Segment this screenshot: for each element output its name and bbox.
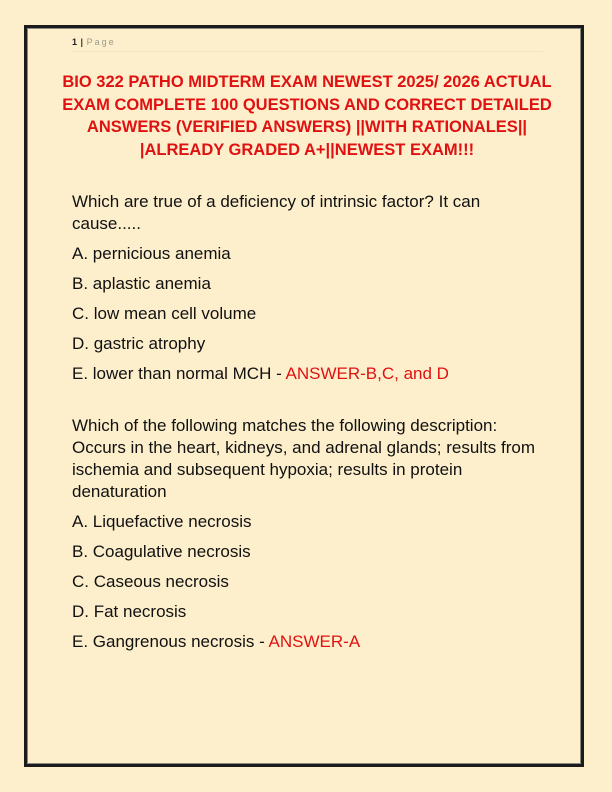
question-text: Which are true of a deficiency of intrinsic factor? It can cause..... [72,192,481,233]
option-e: E. Gangrenous necrosis - [72,632,269,651]
document-body [72,191,542,653]
option-d: D. gastric atrophy [72,334,206,353]
option-e-with-answer [72,363,542,385]
option-a: A. Liquefactive necrosis [72,512,252,531]
option-e-with-answer [72,631,542,653]
question-spacer [72,385,542,415]
question-block [72,415,542,653]
document-title: BIO 322 PATHO MIDTERM EXAM NEWEST 2025/ 2026 ACTUAL EXAM COMPLETE 100 QUESTIONS AND CORRECT DETAILED ANSWERS (VERIFIED ANSWERS) ||WITH RATIONALES|| |ALREADY GRADED A+||NEWEST EXAM!!! [62,73,552,159]
page-label: Page [86,37,116,47]
option-e: E. lower than normal MCH - [72,364,286,383]
page-separator: | [80,37,84,47]
answer-key: ANSWER-A [268,632,361,651]
question-block [72,191,542,385]
option-b: B. Coagulative necrosis [72,542,251,561]
option-b: B. aplastic anemia [72,274,211,293]
question-text: Which of the following matches the following description: Occurs in the heart, kidneys, and adrenal glands; results from ischemia and subsequent hypoxia; results in protein denaturation [72,416,536,501]
option-c: C. low mean cell volume [72,304,257,323]
answer-key: ANSWER-B,C, and D [285,364,449,383]
page-number: 1 [72,37,78,47]
option-a: A. pernicious anemia [72,244,231,263]
option-d: D. Fat necrosis [72,602,187,621]
option-c: C. Caseous necrosis [72,572,229,591]
page-header [72,36,543,52]
